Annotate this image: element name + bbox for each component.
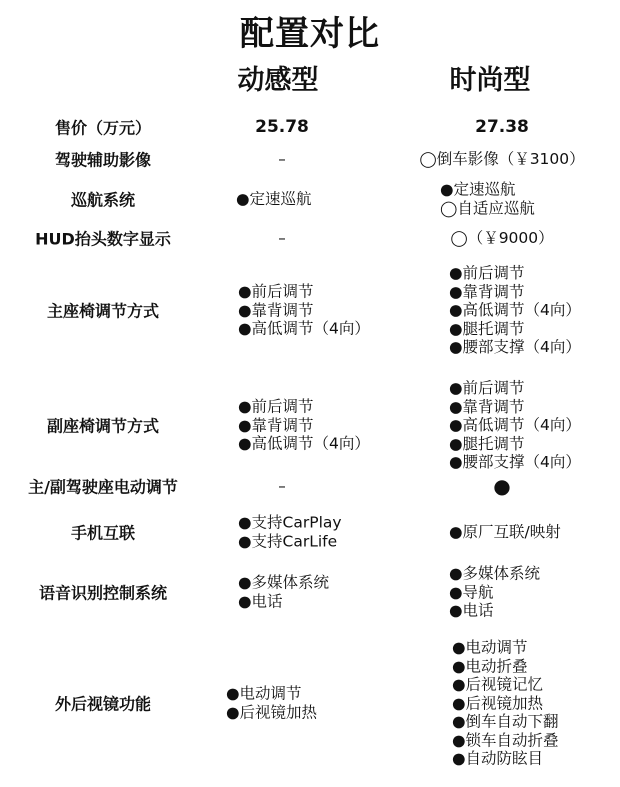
cell-dynamic [238, 397, 370, 453]
cell-dynamic [238, 574, 329, 611]
cell-fashion [449, 523, 561, 542]
cell-line: ●前后调节 [449, 378, 525, 397]
row-label: 主座椅调节方式 [46, 301, 159, 321]
cell-fashion [449, 564, 540, 620]
cell-fashion [450, 229, 553, 248]
cell-line: 27.38 [475, 116, 529, 137]
cell-line: ●定速巡航 [236, 189, 312, 208]
cell-line: ●高低调节（4向） [238, 434, 370, 453]
cell-fashion [475, 118, 529, 137]
row-label: 售价（万元） [54, 118, 151, 138]
cell-line: ●电话 [238, 592, 283, 610]
cell-line: ◯倒车影像（￥3100） [419, 149, 585, 168]
cell-fashion [449, 379, 581, 472]
cell-fashion [440, 181, 535, 218]
cell-line: ●靠背调节 [449, 282, 525, 301]
cell-line: ●靠背调节 [238, 415, 314, 434]
row-label: 外后视镜功能 [54, 694, 151, 714]
cell-line: ● [493, 473, 511, 498]
cell-line: ●支持CarLife [238, 532, 338, 550]
cell-line: ●原厂互联/映射 [449, 522, 561, 541]
cell-line: ●高低调节（4向） [449, 300, 581, 319]
cell-dynamic [238, 514, 342, 551]
cell-line: ●靠背调节 [238, 300, 314, 319]
cell-fashion [452, 638, 559, 768]
cell-line: ●电动调节 [226, 684, 302, 703]
cell-line: ●腿托调节 [449, 319, 525, 338]
cell-line: ●前后调节 [238, 282, 314, 301]
cell-line: ●腰部支撑（4向） [449, 452, 581, 471]
row-label: 语音识别控制系统 [38, 583, 167, 603]
cell-line: ●前后调节 [238, 397, 314, 416]
cell-line: – [278, 149, 286, 168]
cell-line: ●多媒体系统 [238, 573, 330, 592]
cell-line: ●导航 [449, 582, 494, 601]
cell-dynamic [226, 685, 317, 722]
cell-line: ●自动防眩目 [452, 749, 544, 768]
cell-line: ●后视镜加热 [226, 703, 318, 721]
cell-line: – [278, 476, 286, 495]
cell-dynamic [278, 150, 286, 169]
cell-line: ●定速巡航 [440, 180, 516, 199]
cell-line: ●锁车自动折叠 [452, 730, 559, 749]
cell-line: ◯（￥9000） [450, 228, 554, 247]
row-label: HUD抬头数字显示 [35, 229, 171, 249]
cell-dynamic [255, 118, 309, 137]
cell-line: ●电动调节 [452, 638, 528, 657]
cell-line: ●靠背调节 [449, 397, 525, 416]
cell-line: ◯自适应巡航 [440, 199, 535, 217]
cell-fashion [449, 264, 581, 357]
row-label: 巡航系统 [70, 190, 135, 210]
cell-dynamic [278, 229, 286, 248]
cell-line: ●支持CarPlay [238, 513, 342, 532]
cell-fashion [419, 150, 584, 169]
cell-line: ●多媒体系统 [449, 564, 541, 583]
cell-line: ●电话 [449, 601, 494, 620]
cell-line: ●高低调节（4向） [449, 415, 581, 434]
cell-line: ●腿托调节 [449, 434, 525, 453]
column-header-dynamic: 动感型 [237, 65, 319, 96]
cell-line: – [278, 228, 286, 247]
cell-line: ●腰部支撑（4向） [449, 337, 581, 356]
cell-line: ●后视镜记忆 [452, 675, 544, 694]
cell-dynamic [238, 282, 370, 338]
row-label: 驾驶辅助影像 [54, 150, 151, 170]
column-header-fashion: 时尚型 [449, 65, 531, 96]
cell-line: ●后视镜加热 [452, 693, 544, 712]
cell-fashion [493, 473, 511, 498]
row-label: 主/副驾驶座电动调节 [28, 477, 178, 497]
cell-dynamic [278, 477, 286, 496]
cell-dynamic [236, 190, 312, 209]
row-label: 手机互联 [70, 523, 135, 543]
cell-line: ●高低调节（4向） [238, 319, 370, 338]
page-title: 配置对比 [240, 14, 380, 54]
cell-line: ●电动折叠 [452, 656, 528, 675]
cell-line: ●倒车自动下翻 [452, 712, 559, 731]
row-label: 副座椅调节方式 [46, 416, 159, 436]
cell-line: 25.78 [255, 116, 309, 137]
cell-line: ●前后调节 [449, 263, 525, 282]
